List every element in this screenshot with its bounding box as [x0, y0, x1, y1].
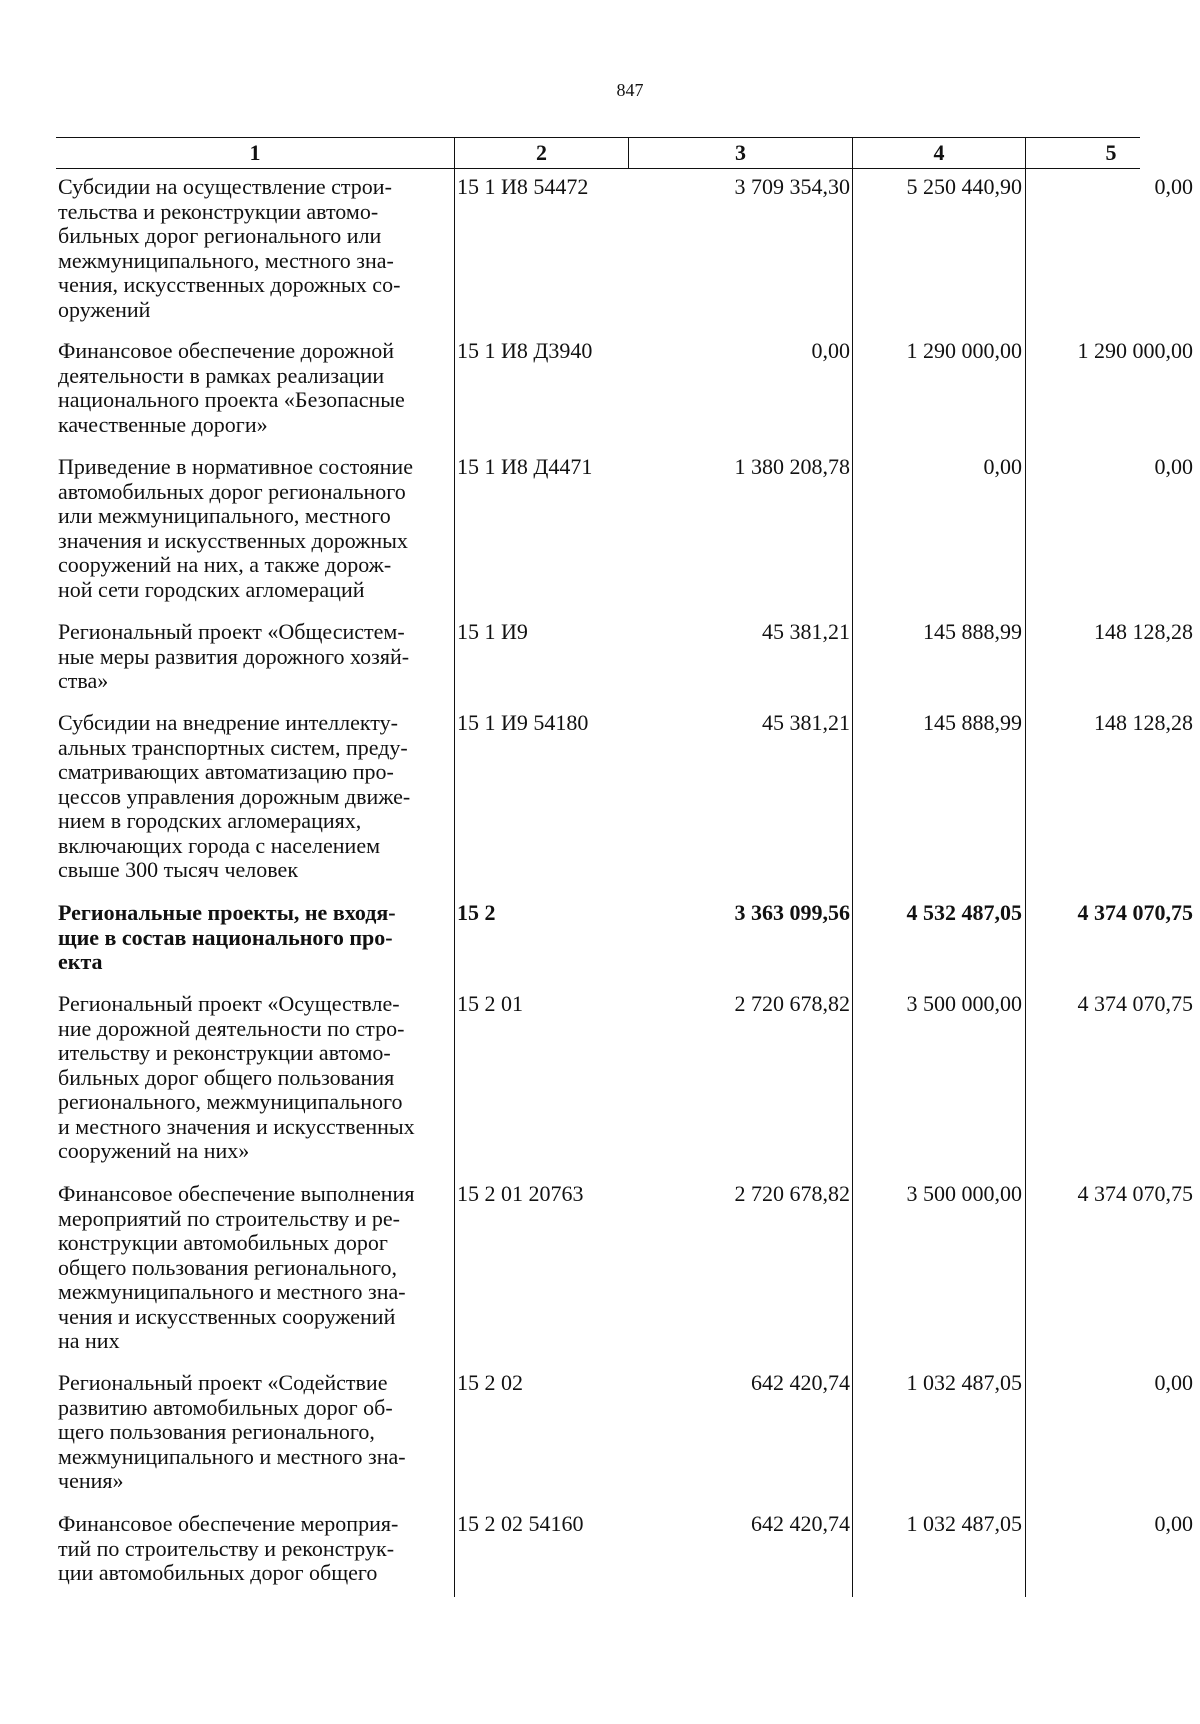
row-code: 15 1 И9	[457, 619, 528, 644]
row-description: Финансовое обеспечение выполнения мероприятий по строительству и ре- конструкции автомобильных дорог общего пользования регионального, межмуниципального и местного зна- чения и искусственных сооружений на них	[58, 1181, 415, 1353]
budget-table	[56, 137, 1193, 1597]
row-code: 15 1 И9 54180	[457, 710, 589, 735]
row-code: 15 2 02	[457, 1370, 523, 1395]
row-value-col4: 5 250 440,90	[906, 174, 1022, 199]
row-value-col4: 145 888,99	[923, 619, 1022, 644]
row-description: Региональный проект «Осуществле- ние дорожной деятельности по стро- ительству и реконструкции автомо- бильных дорог общего пользования регионального, межмуниципального и местного значения и искусственных сооружений на них»	[58, 991, 415, 1163]
row-value-col3: 2 720 678,82	[734, 1181, 850, 1206]
row-value-col5: 4 374 070,75	[1077, 991, 1193, 1016]
row-value-col3: 45 381,21	[762, 710, 850, 735]
header-col-5: 5	[1105, 140, 1117, 165]
row-value-col5: 4 374 070,75	[1077, 900, 1193, 925]
row-value-col5: 0,00	[1154, 454, 1193, 479]
row-value-col5: 148 128,28	[1094, 619, 1193, 644]
header-col-3: 3	[735, 140, 746, 165]
column-divider	[454, 137, 455, 1597]
page-number: 847	[616, 80, 644, 100]
row-value-col4: 4 532 487,05	[906, 900, 1022, 925]
row-description: Финансовое обеспечение мероприя- тий по строительству и реконструк- ции автомобильных дорог общего	[58, 1511, 399, 1585]
row-value-col5: 0,00	[1154, 174, 1193, 199]
row-value-col4: 1 290 000,00	[906, 338, 1022, 363]
row-code: 15 1 И8 Д4471	[457, 454, 593, 479]
row-value-col3: 45 381,21	[762, 619, 850, 644]
row-value-col4: 1 032 487,05	[906, 1370, 1022, 1395]
row-code: 15 2 01 20763	[457, 1181, 584, 1206]
row-value-col4: 3 500 000,00	[906, 991, 1022, 1016]
row-value-col4: 3 500 000,00	[906, 1181, 1022, 1206]
row-value-col3: 2 720 678,82	[734, 991, 850, 1016]
row-code: 15 2	[457, 900, 496, 925]
row-description: Субсидии на осуществление строи- тельства и реконструкции автомо- бильных дорог регионального или межмуниципального, местного зна- чения, искусственных дорожных со- оружений	[58, 174, 401, 322]
column-divider	[628, 137, 629, 169]
row-value-col5: 1 290 000,00	[1077, 338, 1193, 363]
row-value-col3: 3 363 099,56	[734, 900, 850, 925]
header-col-4: 4	[933, 140, 945, 165]
header-col-1: 1	[249, 140, 261, 165]
row-value-col5: 0,00	[1154, 1370, 1193, 1395]
row-value-col3: 642 420,74	[751, 1511, 850, 1536]
row-code: 15 1 И8 54472	[457, 174, 589, 199]
row-code: 15 1 И8 Д3940	[457, 338, 593, 363]
row-code: 15 2 01	[457, 991, 523, 1016]
row-description: Финансовое обеспечение дорожной деятельности в рамках реализации национального проекта «Безопасные качественные дороги»	[58, 338, 405, 437]
table-header	[56, 137, 1140, 169]
row-value-col5: 0,00	[1154, 1511, 1193, 1536]
row-value-col3: 0,00	[811, 338, 850, 363]
row-value-col5: 4 374 070,75	[1077, 1181, 1193, 1206]
row-code: 15 2 02 54160	[457, 1511, 584, 1536]
row-description: Приведение в нормативное состояние автомобильных дорог регионального или межмуниципального, местного значения и искусственных дорожных сооружений на них, а также дорож- ной сети городских агломераций	[58, 454, 413, 602]
row-value-col4: 0,00	[983, 454, 1022, 479]
row-value-col4: 1 032 487,05	[906, 1511, 1022, 1536]
row-description: Региональные проекты, не входя- щие в состав национального про- екта	[58, 900, 396, 974]
row-description: Региональный проект «Общесистем- ные меры развития дорожного хозяй- ства»	[58, 619, 410, 693]
header-col-2: 2	[536, 140, 547, 165]
row-value-col3: 1 380 208,78	[734, 454, 850, 479]
row-description: Субсидии на внедрение интеллекту- альных транспортных систем, преду- сматривающих автоматизацию про- цессов управления дорожным движе- нием в городских агломерациях, включающих города с населением свыше 300 тысяч человек	[58, 710, 411, 882]
row-value-col4: 145 888,99	[923, 710, 1022, 735]
row-description: Региональный проект «Содействие развитию автомобильных дорог об- щего пользования регионального, межмуниципального и местного зна- чения»	[58, 1370, 406, 1493]
row-value-col5: 148 128,28	[1094, 710, 1193, 735]
row-value-col3: 642 420,74	[751, 1370, 850, 1395]
row-value-col3: 3 709 354,30	[734, 174, 850, 199]
